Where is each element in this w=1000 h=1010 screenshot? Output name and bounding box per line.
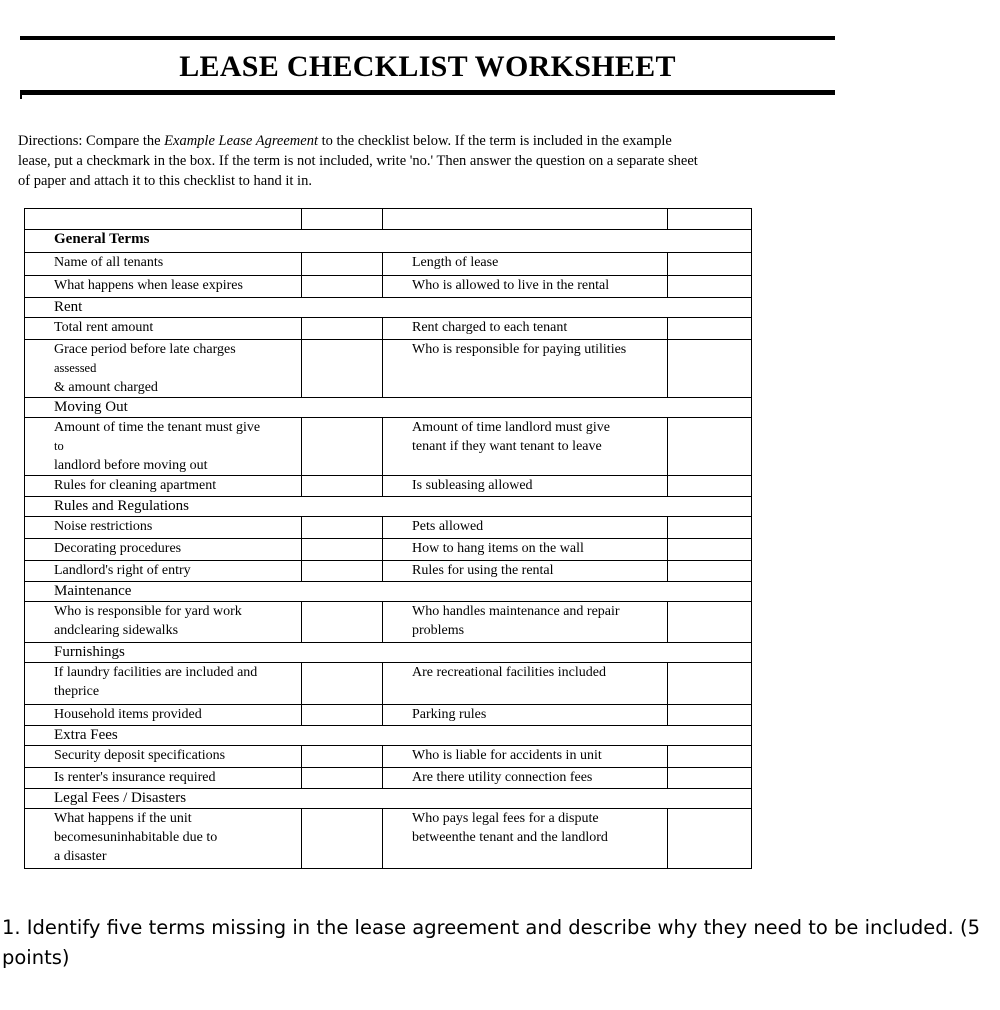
checkbox-right[interactable] xyxy=(668,517,752,539)
checkbox-right[interactable] xyxy=(668,340,752,398)
term-right: Rent charged to each tenant xyxy=(383,318,668,340)
checklist-row xyxy=(25,476,752,497)
section-header-row xyxy=(25,230,752,253)
term-right: Are recreational facilities included xyxy=(383,663,668,705)
section-title: General Terms xyxy=(25,230,752,253)
checkbox-right[interactable] xyxy=(668,705,752,726)
checkbox-left[interactable] xyxy=(302,253,383,276)
term-left: Noise restrictions xyxy=(25,517,302,539)
checklist-body xyxy=(25,209,752,869)
term-right-line: Who handles maintenance and repair xyxy=(412,604,620,619)
term-right: Who is liable for accidents in unit xyxy=(383,746,668,768)
term-right: Are there utility connection fees xyxy=(383,768,668,789)
section-header-row xyxy=(25,398,752,418)
checklist-row xyxy=(25,705,752,726)
term-right: Pets allowed xyxy=(383,517,668,539)
checklist-row xyxy=(25,768,752,789)
blank-cell xyxy=(383,209,668,230)
section-header-row xyxy=(25,726,752,746)
checkbox-right[interactable] xyxy=(668,809,752,869)
term-right xyxy=(383,809,668,869)
checkbox-left[interactable] xyxy=(302,602,383,643)
section-title: Maintenance xyxy=(25,582,752,602)
checklist-row xyxy=(25,539,752,561)
term-right-line: betweenthe tenant and the landlord xyxy=(412,830,608,845)
rule-tick xyxy=(20,90,22,99)
checkbox-left[interactable] xyxy=(302,561,383,582)
checkbox-left[interactable] xyxy=(302,418,383,476)
bottom-rule xyxy=(20,90,835,95)
term-left-line: becomesuninhabitable due to xyxy=(54,830,218,845)
term-left: Name of all tenants xyxy=(25,253,302,276)
term-right-line: Who pays legal fees for a dispute xyxy=(412,811,599,826)
term-left-line: assessed xyxy=(54,361,97,375)
directions-text-1: Directions: Compare the xyxy=(18,133,165,149)
checkbox-left[interactable] xyxy=(302,340,383,398)
term-left xyxy=(25,809,302,869)
term-left: Household items provided xyxy=(25,705,302,726)
term-right-line: problems xyxy=(412,623,465,638)
checklist-row xyxy=(25,253,752,276)
term-right: How to hang items on the wall xyxy=(383,539,668,561)
checklist-row xyxy=(25,602,752,643)
term-left-line: & amount charged xyxy=(54,380,158,395)
checkbox-left[interactable] xyxy=(302,276,383,298)
term-right: Who is allowed to live in the rental xyxy=(383,276,668,298)
section-title: Rent xyxy=(25,298,752,318)
page-title: LEASE CHECKLIST WORKSHEET xyxy=(179,50,676,83)
term-right: Is subleasing allowed xyxy=(383,476,668,497)
term-right xyxy=(383,418,668,476)
blank-cell xyxy=(668,209,752,230)
blank-cell xyxy=(302,209,383,230)
section-title: Moving Out xyxy=(25,398,752,418)
top-rule xyxy=(20,36,835,40)
term-left: Rules for cleaning apartment xyxy=(25,476,302,497)
term-right: Who is responsible for paying utilities xyxy=(383,340,668,398)
checkbox-right[interactable] xyxy=(668,561,752,582)
checklist-row xyxy=(25,517,752,539)
checkbox-left[interactable] xyxy=(302,768,383,789)
term-left: Decorating procedures xyxy=(25,539,302,561)
checkbox-right[interactable] xyxy=(668,602,752,643)
checkbox-left[interactable] xyxy=(302,517,383,539)
term-left-line: theprice xyxy=(54,684,100,699)
header-blank-row xyxy=(25,209,752,230)
checkbox-right[interactable] xyxy=(668,318,752,340)
checkbox-left[interactable] xyxy=(302,318,383,340)
term-right xyxy=(383,602,668,643)
checkbox-right[interactable] xyxy=(668,663,752,705)
checklist-row xyxy=(25,418,752,476)
term-right: Rules for using the rental xyxy=(383,561,668,582)
directions-text-2: to the checklist below. If the term is included in the example lease, put a checkmark in the box. If the term is not included, write 'no.' Then answer the question on a separate sheet of paper and attach it to this checklist to hand it in. xyxy=(18,133,698,189)
checklist-row xyxy=(25,809,752,869)
section-header-row xyxy=(25,643,752,663)
section-title: Rules and Regulations xyxy=(25,497,752,517)
term-left: Landlord's right of entry xyxy=(25,561,302,582)
checkbox-right[interactable] xyxy=(668,476,752,497)
directions xyxy=(18,131,698,191)
term-left: What happens when lease expires xyxy=(25,276,302,298)
checkbox-right[interactable] xyxy=(668,253,752,276)
term-left-line: If laundry facilities are included and xyxy=(54,665,258,680)
term-left-line: andclearing sidewalks xyxy=(54,623,179,638)
term-left-line: What happens if the unit xyxy=(54,811,192,826)
question-text: 1. Identify five terms missing in the lease agreement and describe why they need to be included. (5 points) xyxy=(2,916,981,969)
checkbox-right[interactable] xyxy=(668,276,752,298)
term-left: Is renter's insurance required xyxy=(25,768,302,789)
term-left-line: Grace period before late charges xyxy=(54,342,236,357)
term-left xyxy=(25,663,302,705)
section-header-row xyxy=(25,497,752,517)
term-left xyxy=(25,340,302,398)
section-header-row xyxy=(25,582,752,602)
checkbox-right[interactable] xyxy=(668,418,752,476)
checklist-row xyxy=(25,663,752,705)
checkbox-left[interactable] xyxy=(302,705,383,726)
section-header-row xyxy=(25,298,752,318)
term-left: Security deposit specifications xyxy=(25,746,302,768)
term-right: Parking rules xyxy=(383,705,668,726)
checklist-table xyxy=(24,208,752,869)
section-title: Extra Fees xyxy=(25,726,752,746)
checklist-row xyxy=(25,276,752,298)
term-left-line: landlord before moving out xyxy=(54,458,208,473)
directions-lease-name: Example Lease Agreement xyxy=(164,133,318,149)
checklist-row xyxy=(25,318,752,340)
term-left xyxy=(25,418,302,476)
blank-cell xyxy=(25,209,302,230)
checklist-row xyxy=(25,746,752,768)
term-left: Total rent amount xyxy=(25,318,302,340)
checklist-row xyxy=(25,340,752,398)
term-left-line: to xyxy=(54,439,64,453)
term-left-line: Amount of time the tenant must give xyxy=(54,420,261,435)
term-left-line: Who is responsible for yard work xyxy=(54,604,242,619)
checklist-row xyxy=(25,561,752,582)
checkbox-right[interactable] xyxy=(668,768,752,789)
checkbox-left[interactable] xyxy=(302,539,383,561)
checkbox-left[interactable] xyxy=(302,476,383,497)
section-header-row xyxy=(25,789,752,809)
term-right-line: tenant if they want tenant to leave xyxy=(412,439,602,454)
term-right-line: Amount of time landlord must give xyxy=(412,420,610,435)
term-left-line: a disaster xyxy=(54,849,107,864)
section-title: Furnishings xyxy=(25,643,752,663)
term-left xyxy=(25,602,302,643)
checkbox-left[interactable] xyxy=(302,746,383,768)
term-right: Length of lease xyxy=(383,253,668,276)
checkbox-left[interactable] xyxy=(302,809,383,869)
section-title: Legal Fees / Disasters xyxy=(25,789,752,809)
checkbox-right[interactable] xyxy=(668,746,752,768)
checkbox-right[interactable] xyxy=(668,539,752,561)
checkbox-left[interactable] xyxy=(302,663,383,705)
